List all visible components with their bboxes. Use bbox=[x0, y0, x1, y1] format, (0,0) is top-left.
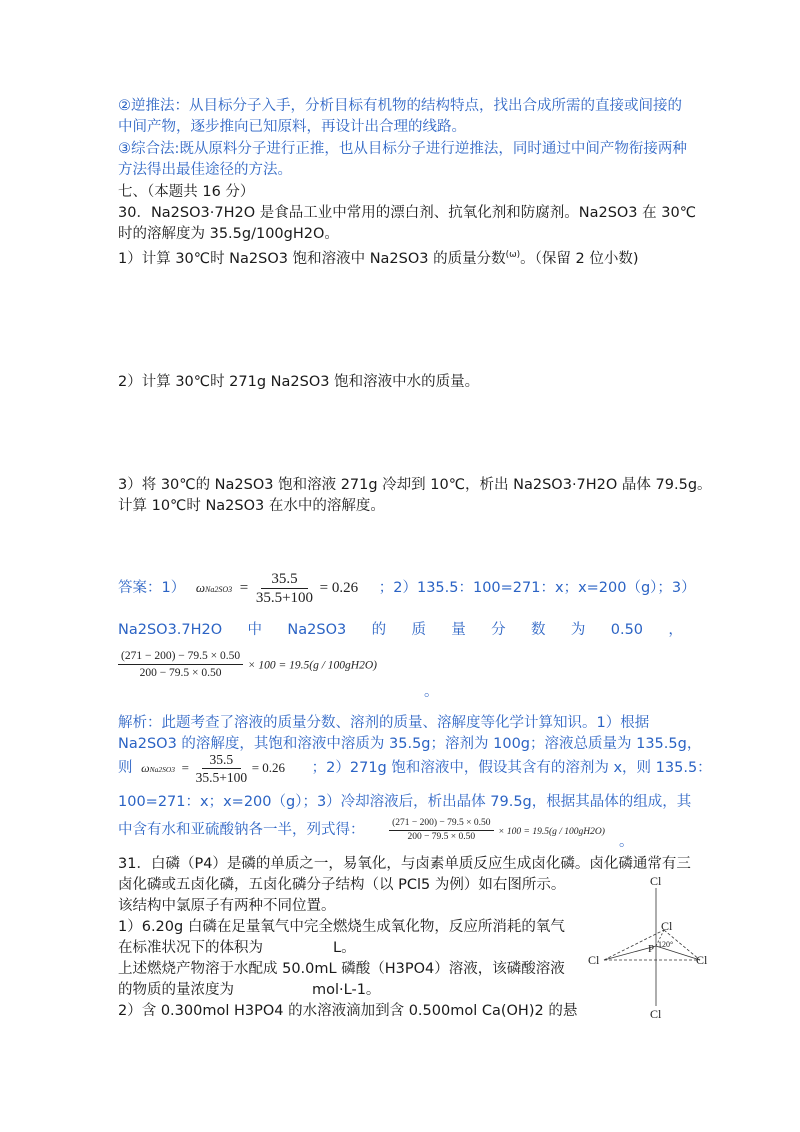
omega-subscript: Na2SO3 bbox=[205, 585, 233, 594]
answer-word-8: 为 bbox=[570, 622, 586, 638]
q30-part1-tail: 。（保留 2 位小数) bbox=[520, 250, 639, 267]
answer-fraction-2 bbox=[118, 648, 243, 681]
answer-word-1: 中 bbox=[247, 622, 263, 638]
method-combined-line1: ③综合法:既从原料分子进行正推，也从目标分子进行逆推法，同时通过中间产物衔接两种 bbox=[118, 141, 687, 157]
q31-line2: 卤化磷或五卤化磷，五卤化磷分子结构（以 PCl5 为例）如右图所示。 bbox=[118, 877, 566, 893]
answer-word-5: 量 bbox=[451, 622, 466, 638]
analysis-line2: Na2SO3 的溶解度，其饱和溶液中溶质为 35.5g；溶剂为 100g；溶液总质量为 135.5g， bbox=[118, 736, 702, 752]
analysis-line3: 则 ωNa2SO3 = $\frac{35.5}{35.5+100}$ = 0.26 ；2）271g 饱和溶液中，假设其含有的溶剂为 x，则 135.5： bbox=[118, 751, 712, 785]
answer-word-6: 分 bbox=[491, 622, 506, 638]
cl-atom-left: Cl bbox=[588, 953, 600, 967]
analysis-then: 则 bbox=[118, 760, 133, 776]
answer-word-9: 0.50 bbox=[610, 622, 644, 638]
answer-fraction-1-result: = 0.26 bbox=[319, 580, 359, 596]
method-reverse-line2: 中间产物，逐步推向已知原料，再设计出合理的线路。 bbox=[118, 119, 466, 135]
answer-line2 bbox=[118, 620, 683, 640]
answer-fraction-1-denominator: 35.5+100 bbox=[255, 589, 314, 606]
answer-fraction-1 bbox=[256, 570, 313, 607]
analysis-fraction-1-result: = 0.26 bbox=[251, 760, 286, 775]
answer-fraction-2-numerator: (271 − 200) − 79.5 × 0.50 bbox=[118, 648, 243, 665]
cl-atom-top: Cl bbox=[650, 874, 662, 888]
analysis-fraction-2-result: × 100 = 19.5(g / 100gH2O) bbox=[498, 827, 605, 837]
q31-line1: 31．白磷（P4）是磷的单质之一，易氧化，与卤素单质反应生成卤化磷。卤化磷通常有三 bbox=[118, 856, 691, 872]
q30-part1-mark: (ω) bbox=[505, 250, 521, 260]
q31-line3: 该结构中氯原子有两种不同位置。 bbox=[118, 898, 336, 914]
analysis-fraction-2 bbox=[389, 817, 493, 844]
analysis-omega-subscript: Na2SO3 bbox=[149, 765, 176, 774]
q31-line4: 1）6.20g 白磷在足量氧气中完全燃烧生成氧化物，反应所消耗的氧气 bbox=[118, 919, 565, 935]
answer-word-3: 的 bbox=[371, 622, 387, 638]
q31-line5 bbox=[118, 938, 356, 958]
cl-atom-bottom: Cl bbox=[650, 1007, 662, 1021]
q31-line7 bbox=[118, 980, 380, 1000]
analysis-line3-tail: ；2）271g 饱和溶液中，假设其含有的溶剂为 x，则 135.5： bbox=[311, 760, 712, 776]
cl-atom-right: Cl bbox=[696, 953, 708, 967]
q31-line8: 2）含 0.300mol H3PO4 的水溶液滴加到含 0.500mol Ca(OH)2 的悬 bbox=[118, 1003, 578, 1019]
analysis-fraction-2-numerator: (271 − 200) − 79.5 × 0.50 bbox=[389, 817, 493, 831]
analysis-end-mark: 。 bbox=[619, 834, 634, 850]
cl-atom-back: Cl bbox=[661, 919, 673, 933]
answer-word-7: 数 bbox=[531, 622, 546, 638]
answer-word-10: ， bbox=[668, 622, 683, 638]
analysis-line1: 解析：此题考查了溶液的质量分数、溶剂的质量、溶解度等化学计算知识。1）根据 bbox=[118, 715, 650, 731]
triangle-edge-left bbox=[604, 930, 664, 960]
method-combined-line2: 方法得出最佳途径的方法。 bbox=[118, 162, 292, 178]
method-reverse-line1: ②逆推法：从目标分子入手，分析目标有机物的结构特点，找出合成所需的直接或间接的 bbox=[118, 98, 682, 114]
q31-line6: 上述燃烧产物溶于水配成 50.0mL 磷酸（H3PO4）溶液，该磷酸溶液 bbox=[118, 961, 565, 977]
answer-word-2: Na2SO3 bbox=[287, 622, 347, 638]
answer-fraction-2-result: × 100 = 19.5(g / 100gH2O) bbox=[247, 659, 377, 672]
analysis-fraction-1-denominator: 35.5+100 bbox=[195, 769, 248, 785]
answer-fraction-1-numerator: 35.5 bbox=[261, 570, 307, 589]
q30-part3-line1: 3）将 30℃的 Na2SO3 饱和溶液 271g 冷却到 10℃，析出 Na2SO3·7H2O 晶体 79.5g。 bbox=[118, 477, 712, 493]
analysis-line5 bbox=[118, 814, 605, 848]
q31-line7-unit: mol·L-1。 bbox=[312, 982, 381, 998]
q30-intro-line2: 时的溶解度为 35.5g/100gH2O。 bbox=[118, 226, 339, 242]
answer-middle-text: ；2）135.5：100=271：x；x=200（g）；3） bbox=[378, 580, 696, 596]
analysis-fraction-1-numerator: 35.5 bbox=[202, 751, 242, 769]
analysis-line4: 100=271：x；x=200（g）；3）冷却溶液后，析出晶体 79.5g，根据其晶体的组成，其 bbox=[118, 794, 692, 810]
answer-line3 bbox=[118, 648, 377, 681]
answer-word-4: 质 bbox=[411, 622, 426, 638]
q30-intro-line1: 30．Na2SO3·7H2O 是食品工业中常用的漂白剂、抗氧化剂和防腐剂。Na2SO3 在 30℃ bbox=[118, 205, 696, 221]
answer-line1: 答案：1） ωNa2SO3 = $\frac{35.5}{35.5+100}$ = 0.26 ；2）135.5：100=271：x；x=200（g）；3） bbox=[118, 570, 696, 606]
q31-line5-text: 在标准状况下的体积为 bbox=[118, 940, 263, 956]
omega-symbol: ω bbox=[195, 580, 206, 595]
answer-label: 答案：1） bbox=[118, 580, 186, 596]
section-title: 七、（本题共 16 分） bbox=[118, 184, 255, 200]
q30-part1-text: 1）计算 30℃时 Na2SO3 饱和溶液中 Na2SO3 的质量分数 bbox=[118, 250, 506, 267]
q30-part2: 2）计算 30℃时 271g Na2SO3 饱和溶液中水的质量。 bbox=[118, 374, 480, 390]
answer-fraction-2-denominator: 200 − 79.5 × 0.50 bbox=[139, 667, 222, 679]
pcl5-structure-diagram bbox=[588, 872, 738, 1022]
bond-angle-label: 120° bbox=[658, 940, 674, 949]
analysis-omega-symbol: ω bbox=[141, 761, 150, 775]
q30-part1 bbox=[118, 245, 639, 269]
q30-part3-line2: 计算 10℃时 Na2SO3 在水中的溶解度。 bbox=[118, 498, 385, 514]
q31-line7-text: 的物质的量浓度为 bbox=[118, 982, 234, 998]
answer-word-0: Na2SO3.7H2O bbox=[118, 622, 223, 638]
analysis-fraction-2-denominator: 200 − 79.5 × 0.50 bbox=[407, 831, 476, 842]
answer-end-mark: 。 bbox=[424, 684, 439, 700]
analysis-fraction-1 bbox=[196, 751, 248, 786]
p-atom: P bbox=[648, 943, 655, 955]
analysis-line5-text: 中含有水和亚硫酸钠各一半，列式得： bbox=[118, 822, 365, 838]
q31-line5-unit: L。 bbox=[333, 940, 356, 956]
